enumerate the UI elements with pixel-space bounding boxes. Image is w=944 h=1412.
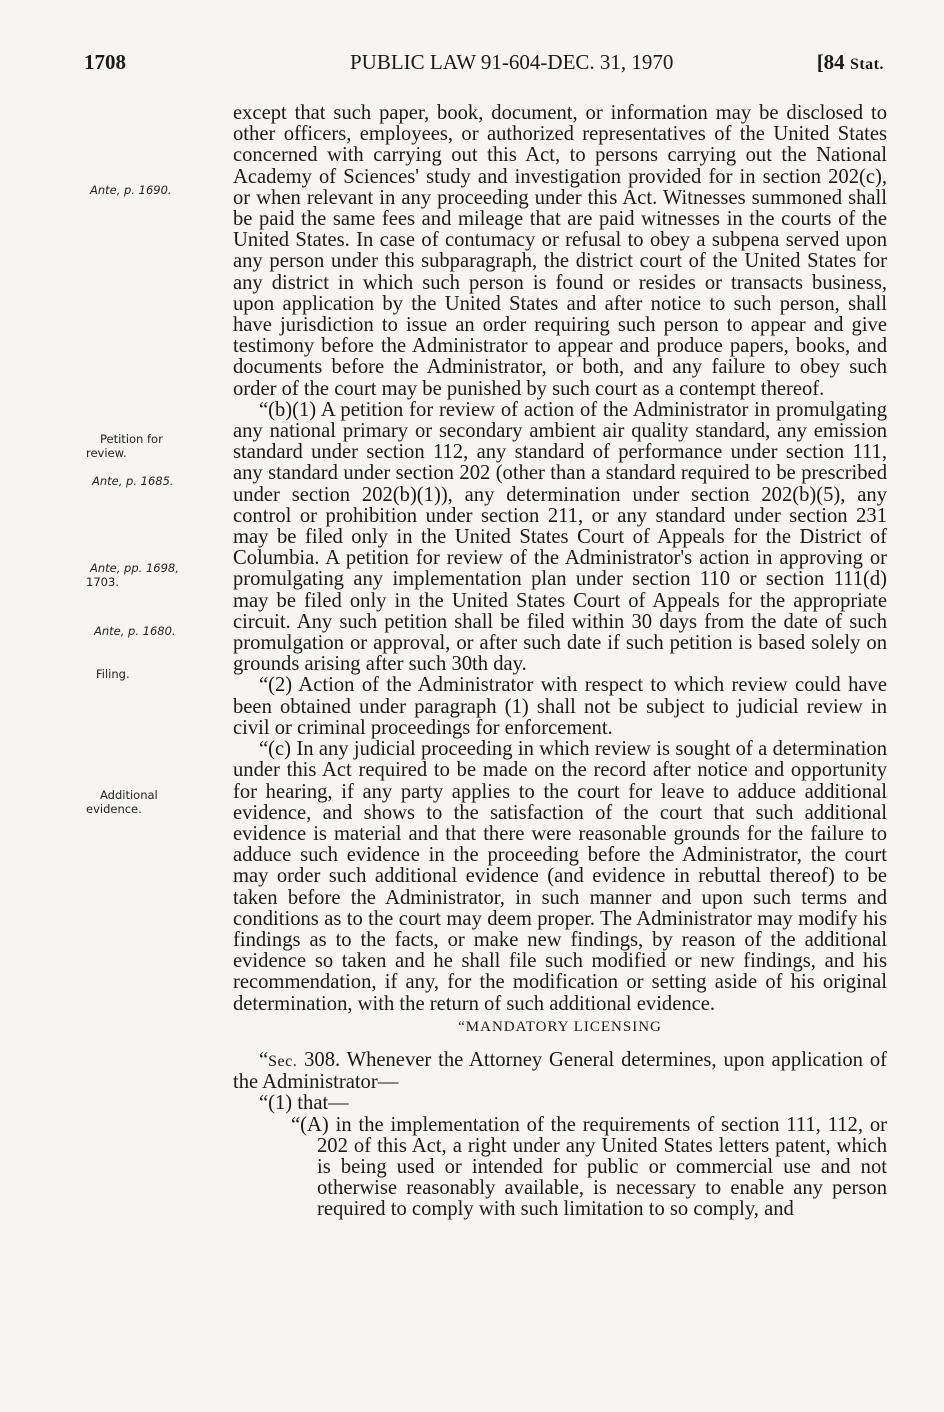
- margin-note-additional-1: Additional: [100, 788, 158, 802]
- section-308: [233, 1050, 887, 1221]
- margin-note-ante-1685: Ante, p. 1685.: [92, 474, 174, 488]
- section-heading: “MANDATORY LICENSING: [458, 1019, 662, 1035]
- margin-note-ante-1680: Ante, p. 1680.: [94, 624, 176, 638]
- section-308-intro: [233, 1050, 887, 1093]
- margin-note-ante-1690: Ante, p. 1690.: [90, 183, 172, 197]
- statute-reference: [817, 50, 884, 75]
- section-text: 308. Whenever the Attorney General determines, upon application of the Administrator—: [233, 1049, 887, 1094]
- margin-note-additional-2: evidence.: [86, 802, 142, 816]
- paragraph-c: “(c) In any judicial proceeding in which review is sought of a determination under this Act required to be made on the record after notice and opportunity for hearing, if any party applies to the court for leave to adduce additional evidence, and shows to the satisfaction of the court that such additional evidence is material and that there were reasonable grounds for the failure to adduce such evidence in the proceeding before the Administrator, the court may order such additional evidence (and evidence in rebuttal thereof) to be taken before the Administrator, in such manner and upon such terms and conditions as to the court may deem proper. The Administrator may modify his findings as to the facts, or make new findings, by reason of the additional evidence so taken and he shall file such modified or new findings, and his recommendation, if any, for the modification or setting aside of his original determination, with the return of such additional evidence.: [233, 738, 887, 1015]
- statute-volume: [84: [816, 50, 850, 74]
- section-quote: “: [259, 1049, 269, 1071]
- paragraph-b2: “(2) Action of the Administrator with respect to which review could have been obtained under paragraph (1) shall not be subject to judicial review in civil or criminal proceedings for enforcement.: [233, 674, 887, 739]
- section-label: Sec.: [268, 1053, 298, 1070]
- paragraph-b1: “(b)(1) A petition for review of action of the Administrator in promulgating any national primary or secondary ambient air quality standard, any emission standard under section 112, any standard of performance under section 111, any standard under section 202 (other than a standard required to be prescribed under section 202(b)(1)), any determination under section 202(b)(5), any control or prohibition under section 211, or any standard under section 231 may be filed only in the United States Court of Appeals for the District of Columbia. A petition for review of the Administrator's action in approving or promulgating any implementation plan under section 110 or section 111(d) may be filed only in the United States Court of Appeals for the appropriate circuit. Any such petition shall be filed within 30 days from the date of such promulgation or approval, or after such date if such petition is based solely on grounds arising after such 30th day.: [233, 398, 887, 676]
- page-header: [84, 50, 884, 86]
- statute-word: Stat.: [849, 56, 884, 73]
- section-item-a: “(A) in the implementation of the requirements of section 111, 112, or 202 of this Act, a right under any United States letters patent, which is being used or intended for public or commercial use and not otherwise reasonably available, is necessary to enable any person required to comply with such limitation to so comply, and: [291, 1113, 887, 1221]
- running-title: PUBLIC LAW 91-604-DEC. 31, 1970: [350, 50, 674, 74]
- main-body: [233, 103, 887, 1015]
- page-number: 1708: [84, 50, 126, 74]
- section-item-1: “(1) that—: [259, 1092, 349, 1115]
- margin-note-ante-1698-2: 1703.: [86, 575, 119, 589]
- paragraph-continued: except that such paper, book, document, or information may be disclosed to other officers, employees, or authorized representatives of the United States concerned with carrying out this Act, to persons carrying out the National Academy of Sciences' study and investigation provided for in section 202(c), or when relevant in any proceeding under this Act. Witnesses summoned shall be paid the same fees and mileage that are paid witnesses in the courts of the United States. In case of contumacy or refusal to obey a subpena served upon any person under this subparagraph, the district court of the United States for any district in which such person is found or resides or transacts business, upon application by the United States and after notice to such person, shall have jurisdiction to issue an order requiring such person to appear and give testimony before the Administrator to appear and produce papers, books, and documents before the Administrator, or both, and any failure to obey such order of the court may be punished by such court as a contempt thereof.: [233, 102, 887, 400]
- margin-note-petition-2: review.: [86, 446, 127, 460]
- margin-note-ante-1698-1: Ante, pp. 1698,: [90, 561, 179, 575]
- margin-note-petition-1: Petition for: [100, 432, 163, 446]
- margin-note-filing: Filing.: [96, 667, 130, 681]
